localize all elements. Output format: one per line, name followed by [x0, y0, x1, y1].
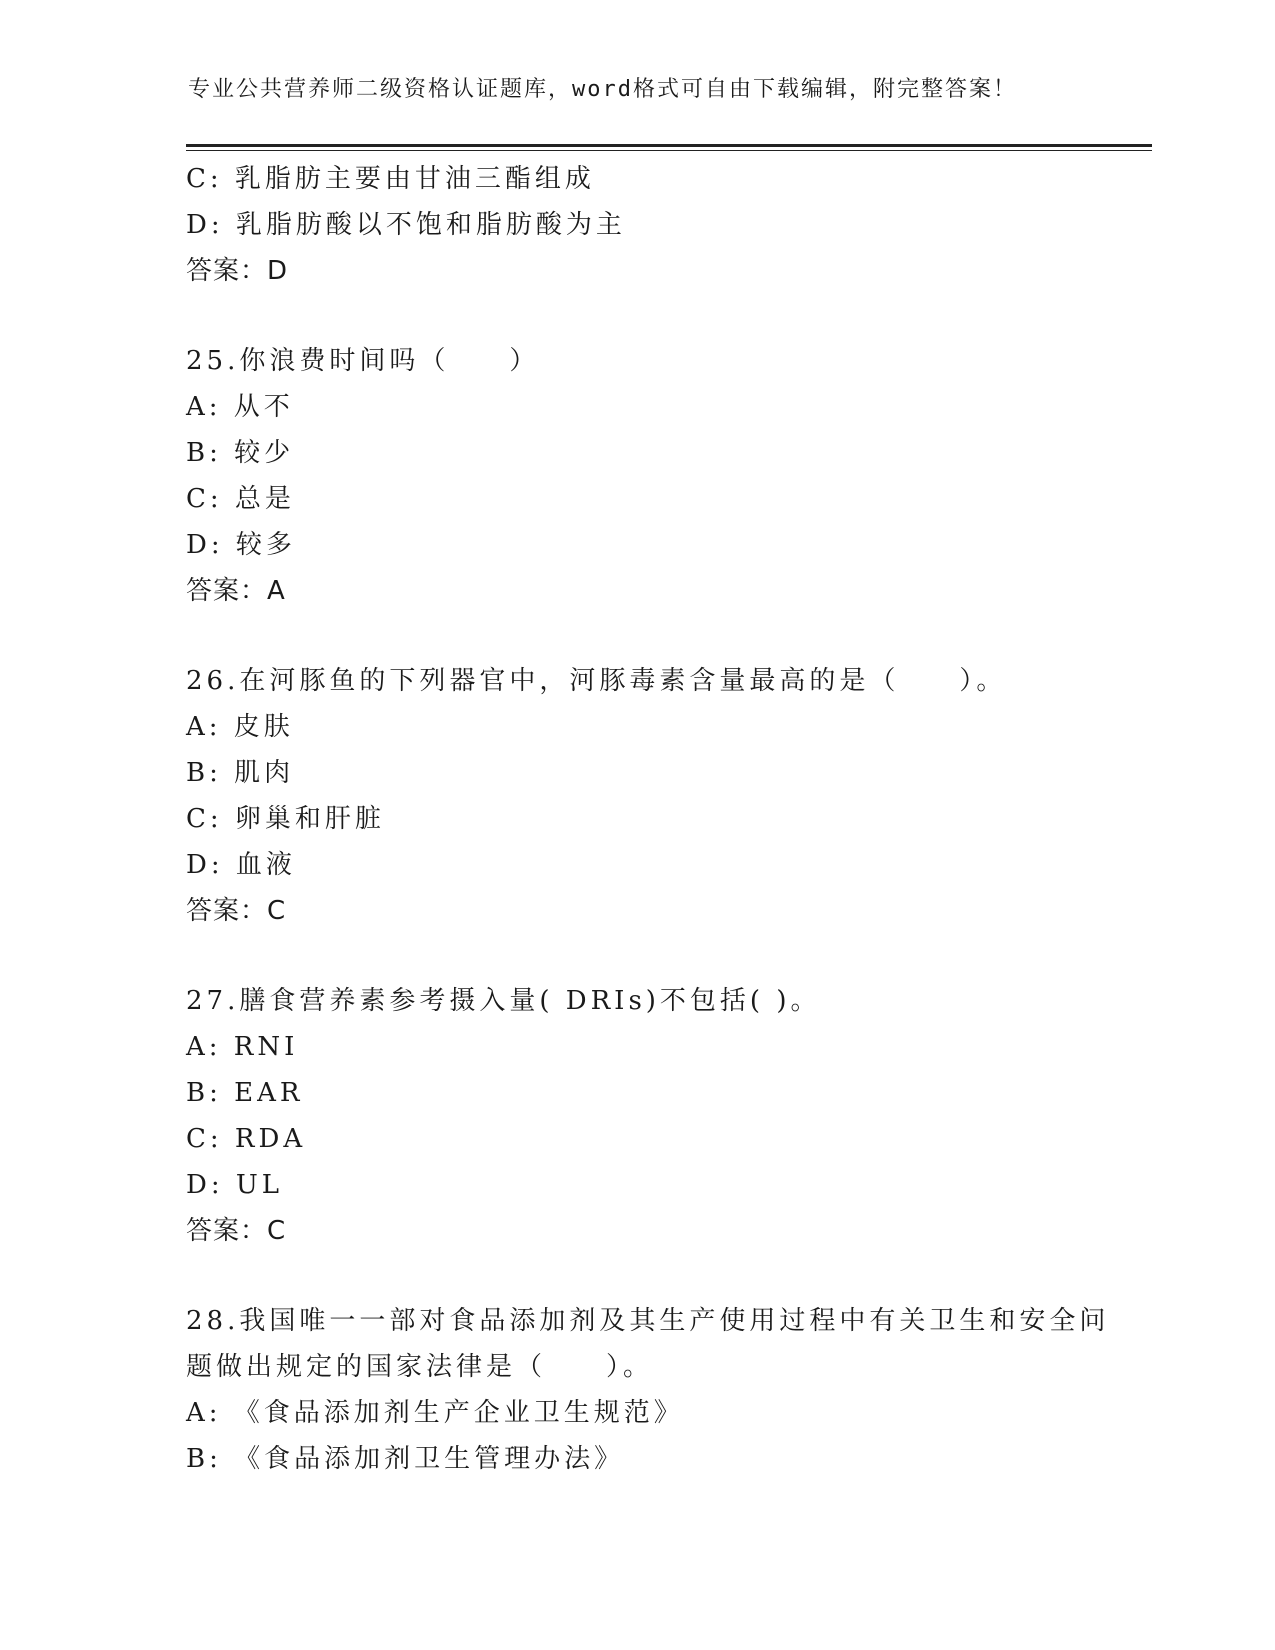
answer-text: 答案：A — [186, 576, 286, 606]
answer-text: 答案：C — [186, 896, 287, 926]
option-b: B: 肌肉 — [186, 758, 295, 788]
answer-text: 答案：D — [186, 256, 289, 286]
option-b: B: 较少 — [186, 438, 295, 468]
option-d: D: 血液 — [186, 850, 296, 880]
question-26 — [186, 658, 1146, 934]
answer-text: 答案：C — [186, 1216, 287, 1246]
question-stem: 27.膳食营养素参考摄入量( DRIs)不包括( )。 — [186, 986, 821, 1016]
option-b: B: 《食品添加剂卫生管理办法》 — [186, 1444, 625, 1474]
option-c: C: RDA — [186, 1124, 307, 1154]
option-d: D: 较多 — [186, 530, 296, 560]
option-d: D: 乳脂肪酸以不饱和脂肪酸为主 — [186, 210, 626, 240]
question-stem-line-1: 28.我国唯一一部对食品添加剂及其生产使用过程中有关卫生和安全问 — [186, 1306, 1110, 1336]
question-25 — [186, 338, 1146, 614]
option-b: B: EAR — [186, 1078, 304, 1108]
page-header: 专业公共营养师二级资格认证题库，word格式可自由下载编辑，附完整答案！ — [188, 77, 1017, 102]
option-d: D: UL — [186, 1170, 284, 1200]
question-stem: 25.你浪费时间吗（ ） — [186, 346, 540, 376]
header-divider — [186, 144, 1152, 151]
option-a: A: RNI — [186, 1032, 299, 1062]
option-c: C: 总是 — [186, 484, 295, 514]
question-24-tail — [186, 156, 1146, 294]
option-c: C: 乳脂肪主要由甘油三酯组成 — [186, 164, 595, 194]
question-stem-line-2: 题做出规定的国家法律是（ ）。 — [186, 1352, 654, 1382]
option-c: C: 卵巢和肝脏 — [186, 804, 385, 834]
question-28 — [186, 1298, 1146, 1482]
option-a: A: 从不 — [186, 392, 294, 422]
question-stem: 26.在河豚鱼的下列器官中，河豚毒素含量最高的是（ ）。 — [186, 666, 1007, 696]
question-list — [186, 156, 1146, 1526]
option-a: A: 皮肤 — [186, 712, 294, 742]
option-a: A: 《食品添加剂生产企业卫生规范》 — [186, 1398, 684, 1428]
question-27 — [186, 978, 1146, 1254]
